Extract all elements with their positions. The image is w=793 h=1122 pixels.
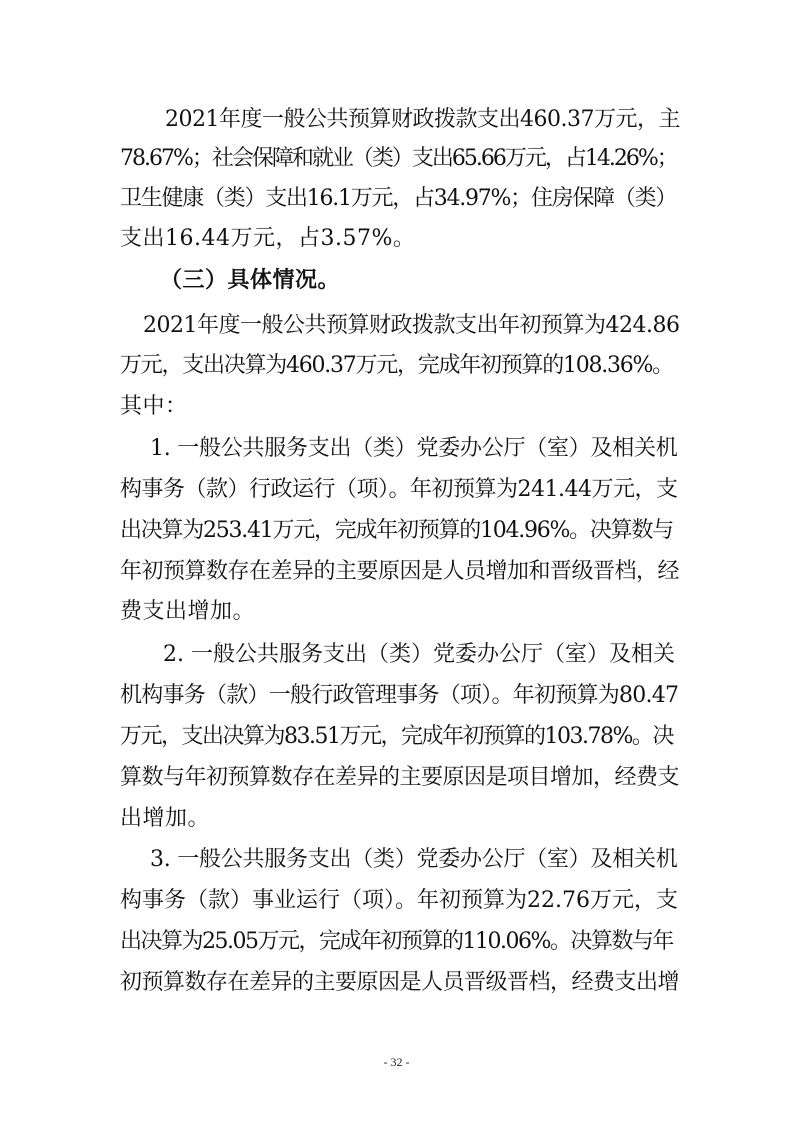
item-3-line-1: 3. 一般公共服务支出（类）党委办公厅（室）及相关机 <box>150 847 678 872</box>
item-1-line-4: 年初预算数存在差异的主要原因是人员增加和晋级晋档，经 <box>120 559 680 584</box>
item-1-line-5: 费支出增加。 <box>120 599 256 624</box>
item-2-line-2: 机构事务（款）一般行政管理事务（项）。年初预算为80.47 <box>120 683 679 708</box>
item-3-line-4: 初预算数存在差异的主要原因是人员晋级晋档，经费支出增 <box>120 970 680 995</box>
item-1-line-3: 出决算为253.41万元，完成年初预算的104.96%。决算数与 <box>120 518 673 543</box>
item-2-line-5: 出增加。 <box>120 806 211 831</box>
paragraph-2-line-3: 其中： <box>120 394 188 419</box>
item-2-line-1: 2. 一般公共服务支出（类）党委办公厅（室）及相关 <box>163 642 675 667</box>
page-number: - 32 - <box>383 1055 410 1069</box>
paragraph-2-line-2: 万元，支出决算为460.37万元，完成年初预算的108.36%。 <box>120 353 673 378</box>
item-1-line-2: 构事务（款）行政运行（项）。年初预算为241.44万元，支 <box>120 477 678 502</box>
paragraph-1-line-4: 支出16.44万元，占3.57%。 <box>120 226 416 251</box>
item-1-line-1: 1. 一般公共服务支出（类）党委办公厅（室）及相关机 <box>150 436 678 461</box>
item-2-line-3: 万元，支出决算为83.51万元，完成年初预算的103.78%。决 <box>120 724 673 749</box>
paragraph-1-line-2: 78.67%；社会保障和就业（类）支出65.66万元，占14.26%； <box>120 146 677 171</box>
section-heading: （三）具体情况。 <box>160 268 341 293</box>
paragraph-2-line-1: 2021年度一般公共预算财政拨款支出年初预算为424.86 <box>143 313 680 338</box>
item-3-line-3: 出决算为25.05万元，完成年初预算的110.06%。决算数与年 <box>120 929 673 954</box>
item-2-line-4: 算数与年初预算数存在差异的主要原因是项目增加，经费支 <box>120 765 680 790</box>
item-3-line-2: 构事务（款）事业运行（项）。年初预算为22.76万元，支 <box>120 888 678 913</box>
paragraph-1-line-3: 卫生健康（类）支出16.1万元，占34.97%；住房保障（类） <box>120 186 677 211</box>
paragraph-1-line-1: 2021年度一般公共预算财政拨款支出460.37万元，主 <box>165 107 680 132</box>
